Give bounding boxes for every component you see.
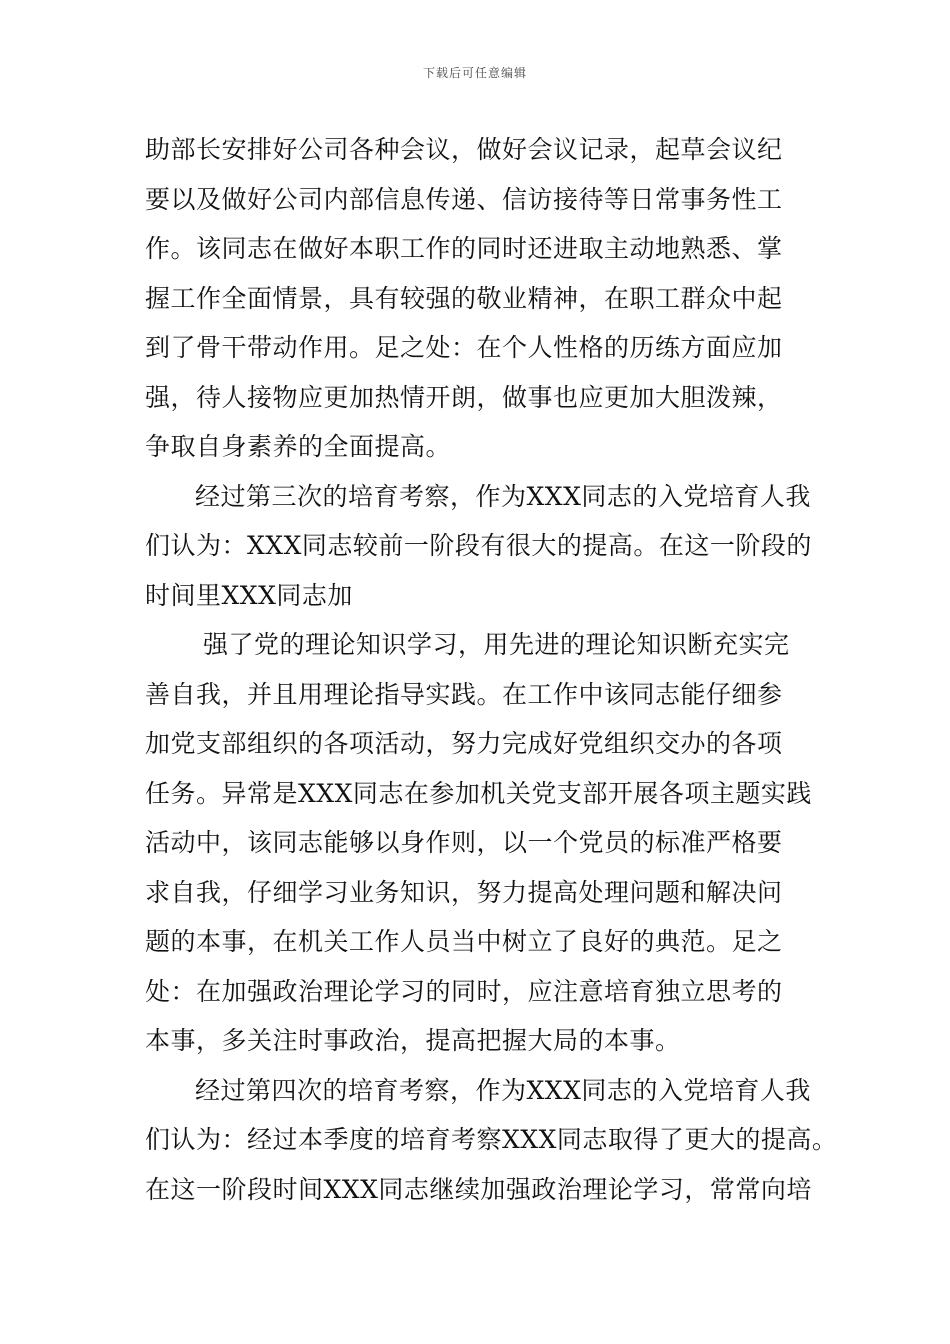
text-line: 助部长安排好公司各种会议，做好会议记录，起草会议纪: [145, 135, 783, 164]
text-line: 争取自身素养的全面提高。: [145, 432, 452, 461]
text-line: 活动中，该同志能够以身作则，以一个党员的标准严格要: [145, 828, 783, 857]
text-line: 强，待人接物应更加热情开朗，做事也应更加大胆泼辣，: [145, 382, 783, 412]
text-line: 加党支部组织的各项活动，努力完成好党组织交办的各项: [145, 729, 783, 758]
text-line: 握工作全面情景，具有较强的敬业精神，在职工群众中起: [145, 283, 783, 313]
page-header-note: 下载后可任意编辑: [422, 66, 527, 80]
text-line: 题的本事，在机关工作人员当中树立了良好的典范。足之: [145, 927, 783, 956]
text-line: 处：在加强政治理论学习的同时，应注意培育独立思考的: [145, 976, 783, 1006]
text-line: 本事，多关注时事政治，提高把握大局的本事。: [145, 1026, 681, 1055]
paragraph-start-line: 经过第三次的培育考察，作为XXX同志的入党培育人我: [195, 481, 811, 511]
text-line: 善自我，并且用理论指导实践。在工作中该同志能仔细参: [145, 679, 783, 709]
text-line: 到了骨干带动作用。足之处：在个人性格的历练方面应加: [145, 333, 783, 362]
text-line: 作。该同志在做好本职工作的同时还进取主动地熟悉、掌: [145, 234, 783, 263]
text-line: 们认为：XXX同志较前一阶段有很大的提高。在这一阶段的: [145, 531, 812, 560]
document-body: [145, 125, 838, 1214]
paragraph-start-line: 经过第四次的培育考察，作为XXX同志的入党培育人我: [195, 1075, 811, 1105]
text-line: 任务。异常是XXX同志在参加机关党支部开展各项主题实践: [145, 778, 812, 808]
text-line: 要以及做好公司内部信息传递、信访接待等日常事务性工: [145, 184, 783, 214]
text-line: 们认为：经过本季度的培育考察XXX同志取得了更大的提高。: [145, 1125, 838, 1154]
text-line: 在这一阶段时间XXX同志继续加强政治理论学习，常常向培: [145, 1174, 812, 1204]
paragraph-start-line: 强了党的理论知识学习，用先进的理论知识断充实完: [203, 630, 790, 659]
text-line: 求自我，仔细学习业务知识，努力提高处理问题和解决问: [145, 877, 783, 907]
text-line: 时间里XXX同志加: [145, 580, 353, 610]
